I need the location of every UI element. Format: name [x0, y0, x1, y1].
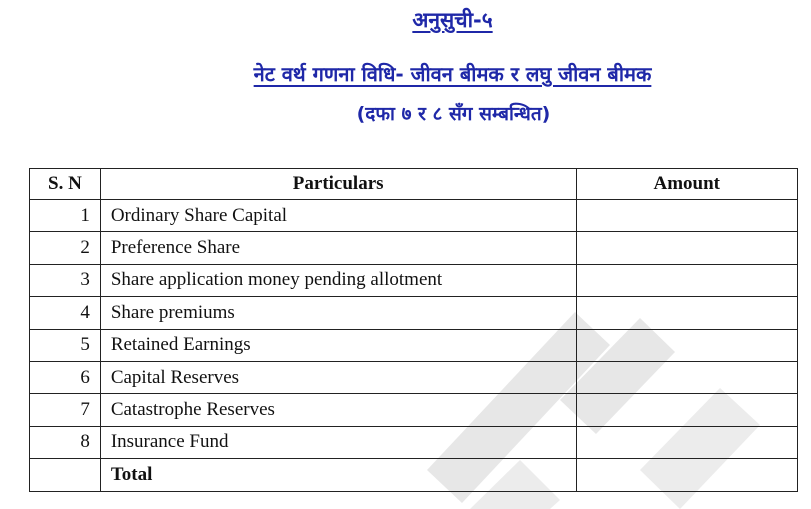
row-sn: 1 [30, 200, 101, 232]
row-particular: Catastrophe Reserves [100, 394, 576, 426]
table-row [30, 297, 798, 329]
row-particular: Retained Earnings [100, 329, 576, 361]
row-particular: Preference Share [100, 232, 576, 264]
table-row [30, 329, 798, 361]
row-sn: 6 [30, 361, 101, 393]
table-header-row [30, 169, 798, 200]
row-amount [576, 426, 797, 458]
row-particular: Share application money pending allotment [100, 264, 576, 296]
row-amount [576, 329, 797, 361]
row-particular: Ordinary Share Capital [100, 200, 576, 232]
header-sn: S. N [30, 169, 101, 200]
table-row [30, 361, 798, 393]
row-sn: 7 [30, 394, 101, 426]
row-amount [576, 264, 797, 296]
sub-heading: (दफा ७ र ८ सँग सम्बन्धित) [356, 103, 551, 125]
total-label: Total [100, 459, 576, 491]
table-row [30, 264, 798, 296]
table-row [30, 200, 798, 232]
row-amount [576, 200, 797, 232]
header-particulars: Particulars [100, 169, 576, 200]
table-row [30, 394, 798, 426]
table-row [30, 426, 798, 458]
row-particular: Insurance Fund [100, 426, 576, 458]
schedule-title: अनुसुची-५ [412, 8, 493, 32]
row-sn: 4 [30, 297, 101, 329]
header-amount: Amount [576, 169, 797, 200]
row-particular: Capital Reserves [100, 361, 576, 393]
row-amount [576, 394, 797, 426]
row-amount [576, 361, 797, 393]
row-sn: 5 [30, 329, 101, 361]
total-row [30, 459, 798, 491]
table-row [30, 232, 798, 264]
total-amount [576, 459, 797, 491]
row-sn: 8 [30, 426, 101, 458]
row-sn: 2 [30, 232, 101, 264]
total-sn [30, 459, 101, 491]
row-amount [576, 297, 797, 329]
row-sn: 3 [30, 264, 101, 296]
main-heading: नेट वर्थ गणना विधि- जीवन बीमक र लघु जीवन बीमक [253, 62, 652, 86]
row-particular: Share premiums [100, 297, 576, 329]
row-amount [576, 232, 797, 264]
net-worth-table [29, 168, 798, 492]
